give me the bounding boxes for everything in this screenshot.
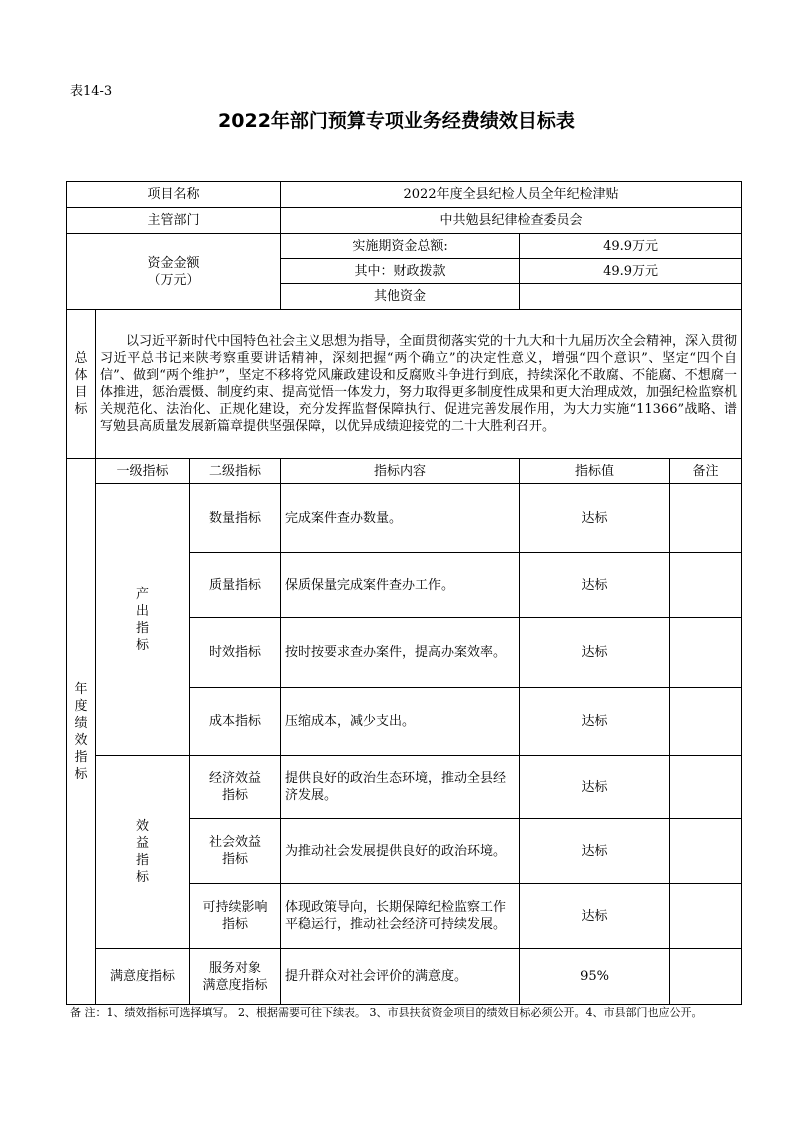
- project-label: 项目名称: [67, 182, 281, 208]
- funds-fiscal-value: 49.9万元: [520, 259, 742, 284]
- annual-indicator-label: 年 度 绩 效 指 标: [67, 459, 96, 1005]
- content-cell: 为推动社会发展提供良好的政治环境。: [281, 819, 520, 884]
- indicator-header-row: [67, 459, 742, 484]
- satisfaction-indicator-label: 满意度指标: [96, 949, 190, 1005]
- header-value: 指标值: [520, 459, 670, 484]
- funds-fiscal-label: 其中：财政拨款: [281, 259, 520, 284]
- header-remark: 备注: [670, 459, 742, 484]
- indicator-row: [67, 949, 742, 1005]
- project-row: [67, 182, 742, 208]
- indicator-row: [67, 484, 742, 553]
- funds-other-label: 其他资金: [281, 284, 520, 310]
- value-cell: 达标: [520, 884, 670, 949]
- indicator-row: [67, 756, 742, 819]
- remark-cell: [670, 688, 742, 756]
- level2-cell: 成本指标: [190, 688, 281, 756]
- funds-total-row: [67, 234, 742, 259]
- content-cell: 体现政策导向，长期保障纪检监察工作平稳运行，推动社会经济可持续发展。: [281, 884, 520, 949]
- value-cell: 达标: [520, 756, 670, 819]
- level2-cell: 质量指标: [190, 553, 281, 618]
- funds-total-label: 实施期资金总额:: [281, 234, 520, 259]
- funds-label: [67, 234, 281, 310]
- department-label: 主管部门: [67, 208, 281, 234]
- project-value: 2022年度全县纪检人员全年纪检津贴: [281, 182, 742, 208]
- header-level2: 二级指标: [190, 459, 281, 484]
- level2-cell: 可持续影响 指标: [190, 884, 281, 949]
- funds-label-line1: 资金金额: [147, 255, 200, 271]
- remark-cell: [670, 949, 742, 1005]
- level2-cell: 社会效益 指标: [190, 819, 281, 884]
- remark-cell: [670, 884, 742, 949]
- content-cell: 完成案件查办数量。: [281, 484, 520, 553]
- value-cell: 达标: [520, 618, 670, 688]
- content-cell: 提供良好的政治生态环境，推动全县经济发展。: [281, 756, 520, 819]
- content-cell: 按时按要求查办案件，提高办案效率。: [281, 618, 520, 688]
- department-row: [67, 208, 742, 234]
- remark-cell: [670, 484, 742, 553]
- footnote: 备 注：1、绩效指标可选择填写。 2、根据需要可往下续表。 3、市县扶贫资金项目的绩效目标必须公开。4、市县部门也应公开。: [70, 1006, 703, 1019]
- funds-label-line2: （万元）: [147, 272, 200, 288]
- performance-target-table: [66, 181, 742, 1005]
- document-title: 2022年部门预算专项业务经费绩效目标表: [218, 110, 575, 132]
- content-cell: 保质保量完成案件查办工作。: [281, 553, 520, 618]
- value-cell: 达标: [520, 484, 670, 553]
- overall-target-row: [67, 310, 742, 459]
- content-cell: 提升群众对社会评价的满意度。: [281, 949, 520, 1005]
- benefit-indicator-label: 效 益 指 标: [96, 756, 190, 949]
- header-level1: 一级指标: [96, 459, 190, 484]
- value-cell: 达标: [520, 688, 670, 756]
- level2-cell: 数量指标: [190, 484, 281, 553]
- header-content: 指标内容: [281, 459, 520, 484]
- funds-other-value: [520, 284, 742, 310]
- table-number: 表14-3: [70, 84, 113, 99]
- output-indicator-label: 产 出 指 标: [96, 484, 190, 756]
- content-cell: 压缩成本，减少支出。: [281, 688, 520, 756]
- overall-target-text: 以习近平新时代中国特色社会主义思想为指导，全面贯彻落实党的十九大和十九届历次全会精神，深入贯彻习近平总书记来陕考察重要讲话精神，深刻把握“两个确立”的决定性意义，增强“四个意识”、坚定“四个自信”、做到“两个维护”，坚定不移将党风廉政建设和反腐败斗争进行到底，持续深化不敢腐、不能腐、不想腐一体推进，惩治震慑、制度约束、提高觉悟一体发力，努力取得更多制度性成果和更大治理成效，加强纪检监察机关规范化、法治化、正规化建设，充分发挥监督保障执行、促进完善发展作用，为大力实施“11366”战略、谱写勉县高质量发展新篇章提供坚强保障，以优异成绩迎接党的二十大胜利召开。: [96, 310, 742, 459]
- level2-cell: 服务对象 满意度指标: [190, 949, 281, 1005]
- level2-cell: 经济效益 指标: [190, 756, 281, 819]
- level2-cell: 时效指标: [190, 618, 281, 688]
- value-cell: 达标: [520, 819, 670, 884]
- remark-cell: [670, 553, 742, 618]
- value-cell: 达标: [520, 553, 670, 618]
- overall-target-label: 总 体 目 标: [67, 310, 96, 459]
- remark-cell: [670, 819, 742, 884]
- remark-cell: [670, 618, 742, 688]
- department-value: 中共勉县纪律检查委员会: [281, 208, 742, 234]
- funds-total-value: 49.9万元: [520, 234, 742, 259]
- remark-cell: [670, 756, 742, 819]
- value-cell: 95%: [520, 949, 670, 1005]
